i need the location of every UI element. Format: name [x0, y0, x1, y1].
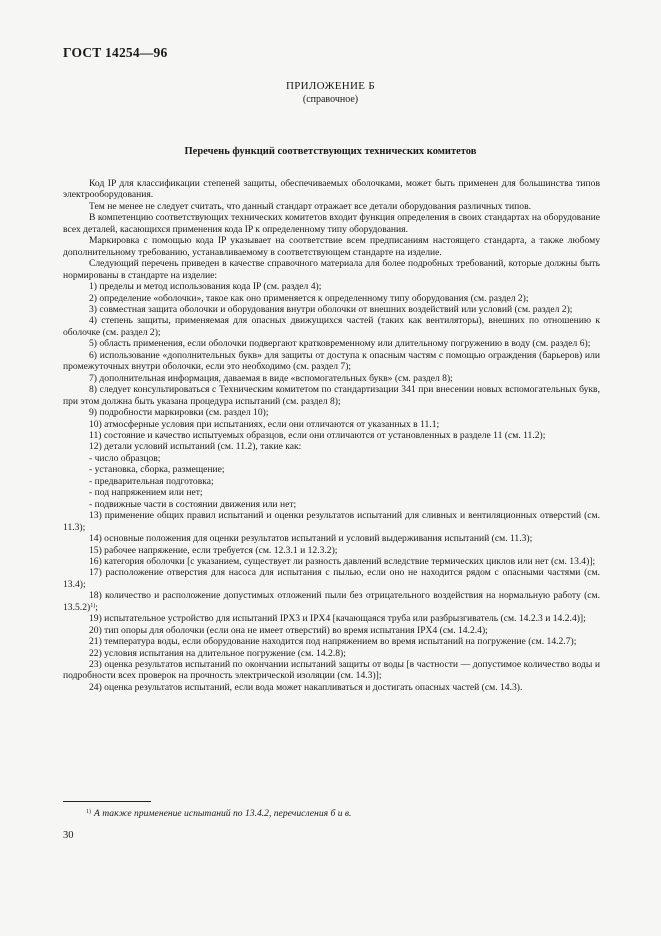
list-item-19: 19) испытательное устройство для испытаний IPX3 и IPX4 [качающаяся труба или разбрызгиватель (см. 14.2.3 и 14.2.4)]; [89, 613, 586, 625]
list-item-18 [63, 590, 600, 613]
footnote-mark: 1) [86, 809, 91, 815]
list-item-4: 4) степень защиты, применяемая для опасных движущихся частей (таких как вентиляторы), внешних по отношению к оболочке (см. раздел 2); [63, 315, 600, 338]
paragraph-intro-1: Код IP для классификации степеней защиты, обеспечиваемых оболочками, может быть применен для большинства типов электрооборудования. [63, 178, 600, 201]
appendix-title: ПРИЛОЖЕНИЕ Б [286, 80, 375, 92]
footnote-text: А также применение испытаний по 13.4.2, перечисления б и в. [94, 808, 352, 819]
list-item-16: 16) категория оболочки [с указанием, существует ли разность давлений вследствие термических циклов или нет (см. 13.4)]; [89, 555, 596, 567]
list-item-23: 23) оценка результатов испытаний по окончании испытаний защиты от воды [в частности — допустимое количество воды и подробности всех проверок на прочность электрической изоляции (см. 14.3)]; [63, 659, 600, 682]
list-item-10: 10) атмосферные условия при испытаниях, если они отличаются от указанных в 11.1; [89, 418, 440, 430]
list-item-7: 7) дополнительная информация, даваемая в виде «вспомогательных букв» (см. раздел 8); [89, 372, 453, 384]
page-number: 30 [63, 830, 74, 841]
sub-item-preconditioning: - предварительная подготовка; [89, 475, 214, 487]
list-item-22: 22) условия испытания на длительное погружение (см. 14.2.8); [89, 647, 346, 659]
list-item-11: 11) состояние и качество испытуемых образцов, если они отличаются от установленных в разделе 11 (см. 11.2); [89, 429, 546, 441]
list-item-24: 24) оценка результатов испытаний, если вода может накапливаться и достигать опасных частей (см. 14.3). [89, 681, 523, 693]
list-item-13: 13) применение общих правил испытаний и оценки результатов испытаний для сливных и вентиляционных отверстий (см. 11.3); [63, 510, 600, 533]
list-item-8: 8) следует консультироваться с Техническим комитетом по стандартизации 341 при внесении новых вспомогательных букв, при этом должна быть указана процедура испытаний (см. раздел 8); [63, 384, 600, 407]
list-item-14: 14) основные положения для оценки результатов испытаний и условий выдерживания испытаний (см. 11.3); [89, 533, 533, 545]
list-item-12: 12) детали условий испытаний (см. 11.2), такие как: [89, 441, 302, 453]
paragraph-intro-4: Маркировка с помощью кода IP указывает на соответствие всем предписаниям настоящего стандарта, а также любому дополнительному требованию, устанавливаемому в соответствующем стандарте на изделие. [63, 235, 600, 258]
list-item-18-suffix: ; [95, 601, 98, 613]
list-item-20: 20) тип опоры для оболочки (если она не имеет отверстий) во время испытания IPX4 (см. 14.2.4); [89, 624, 488, 636]
list-item-21: 21) температура воды, если оборудование находится под напряжением во время испытаний на погружение (см. 14.2.7); [89, 636, 577, 648]
sub-item-energized: - под напряжением или нет; [89, 487, 203, 499]
section-title: Перечень функций соответствующих технических комитетов [184, 146, 477, 157]
list-item-2: 2) определение «оболочки», такое как оно применяется к определенному типу оборудования (см. раздел 2); [89, 292, 529, 304]
sub-item-mounting: - установка, сборка, размещение; [89, 464, 225, 476]
paragraph-intro-2: Тем не менее не следует считать, что данный стандарт отражает все детали оборудования различных типов. [89, 200, 532, 212]
document-code: ГОСТ 14254—96 [63, 45, 168, 60]
list-item-1: 1) пределы и метод использования кода IP (см. раздел 4); [89, 281, 322, 293]
appendix-subtitle: (справочное) [302, 94, 359, 105]
list-item-17: 17) расположение отверстия для насоса для испытания с пылью, если оно не находится рядом с опасными частями (см. 13.4); [63, 567, 600, 590]
list-item-6: 6) использование «дополнительных букв» для защиты от доступа к опасным частям с помощью ограждения (барьеров) или промежуточных внутри оболочки, если это необходимо (см. раздел 7); [63, 349, 600, 373]
list-item-9: 9) подробности маркировки (см. раздел 10); [89, 407, 269, 419]
list-item-15: 15) рабочее напряжение, если требуется (см. 12.3.1 и 12.3.2); [89, 544, 338, 556]
footnote [86, 808, 351, 819]
footnote-reference: 1) [90, 602, 96, 609]
footnote-divider [63, 801, 151, 802]
list-item-18-text: 18) количество и расположение допустимых отложений пыли без отрицательного воздействия на нормальную работу (см. 13.5.2) [63, 590, 600, 613]
sub-item-moving-parts: - подвижные части в состоянии движения или нет; [89, 498, 297, 510]
paragraph-intro-3: В компетенцию соответствующих технических комитетов входит функция определения в своих стандартах на оборудование всех деталей, касающихся применения кода IP к определенному типу оборудования. [63, 212, 600, 235]
sub-item-samples: - число образцов; [89, 452, 161, 464]
list-item-5: 5) область применения, если оболочки подвергают кратковременному или длительному погружению в воду (см. раздел 6); [89, 338, 591, 350]
paragraph-intro-5: Следующий перечень приведен в качестве справочного материала для более подробных требований, которые должны быть нормированы в стандарте на изделие: [63, 258, 600, 281]
body-text [63, 178, 600, 693]
list-item-3: 3) совместная защита оболочки и оборудования внутри оболочки от внешних воздействий или условий (см. раздел 2); [89, 303, 573, 315]
